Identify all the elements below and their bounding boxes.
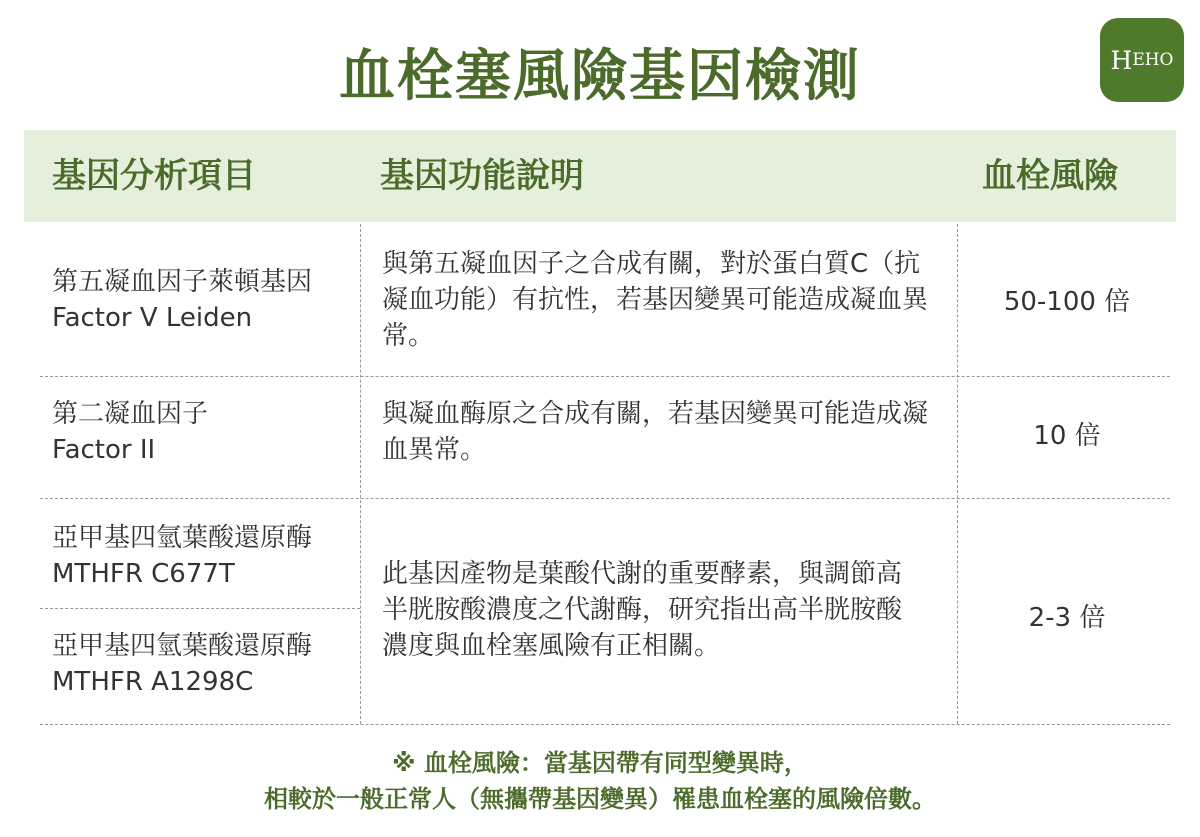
table-row-gene: [52, 520, 352, 592]
subrow-divider: [40, 608, 360, 609]
risk-value: 50-100 倍: [1003, 287, 1131, 317]
gene-name-en: Factor V Leiden: [52, 303, 253, 333]
table-row-gene: [52, 396, 352, 468]
risk-value: 2-3 倍: [1028, 603, 1106, 633]
footnote-line-2: 相較於一般正常人（無攜帶基因變異）罹患血栓塞的風險倍數。: [264, 785, 936, 813]
risk-value: 10 倍: [1033, 421, 1101, 451]
gene-name-zh: 亞甲基四氫葉酸還原酶: [52, 631, 313, 661]
gene-name-en: MTHFR C677T: [52, 559, 235, 589]
footnote-line-1: ※ 血栓風險：當基因帶有同型變異時，: [392, 749, 808, 777]
table-row-gene: [52, 264, 352, 336]
gene-function-text: 此基因產物是葉酸代謝的重要酵素，與調節高半胱胺酸濃度之代謝酶，研究指出高半胱胺酸濃度與血栓塞風險有正相關。: [382, 559, 903, 661]
gene-name-zh: 第二凝血因子: [52, 399, 209, 429]
header-gene-function: 基因功能說明: [380, 156, 584, 196]
column-divider: [360, 224, 361, 724]
gene-name-en: MTHFR A1298C: [52, 667, 254, 697]
gene-name-zh: 亞甲基四氫葉酸還原酶: [52, 523, 313, 553]
row-divider: [40, 498, 1170, 499]
gene-function-text: 與第五凝血因子之合成有關，對於蛋白質C（抗凝血功能）有抗性，若基因變異可能造成凝血異常。: [382, 249, 929, 351]
gene-name-en: Factor II: [52, 435, 156, 465]
header-gene-item: 基因分析項目: [52, 156, 256, 196]
gene-function-text: 與凝血酶原之合成有關，若基因變異可能造成凝血異常。: [382, 399, 929, 465]
gene-name-zh: 第五凝血因子萊頓基因: [52, 267, 313, 297]
logo-text: EHO: [1132, 50, 1174, 70]
row-divider: [40, 724, 1170, 725]
page-title: 血栓塞風險基因檢測: [339, 44, 861, 109]
heho-logo: [1100, 18, 1184, 102]
row-divider: [40, 376, 1170, 377]
table-row-gene: [52, 628, 352, 700]
header-risk: 血栓風險: [982, 156, 1118, 196]
logo-letter: H: [1110, 45, 1133, 75]
